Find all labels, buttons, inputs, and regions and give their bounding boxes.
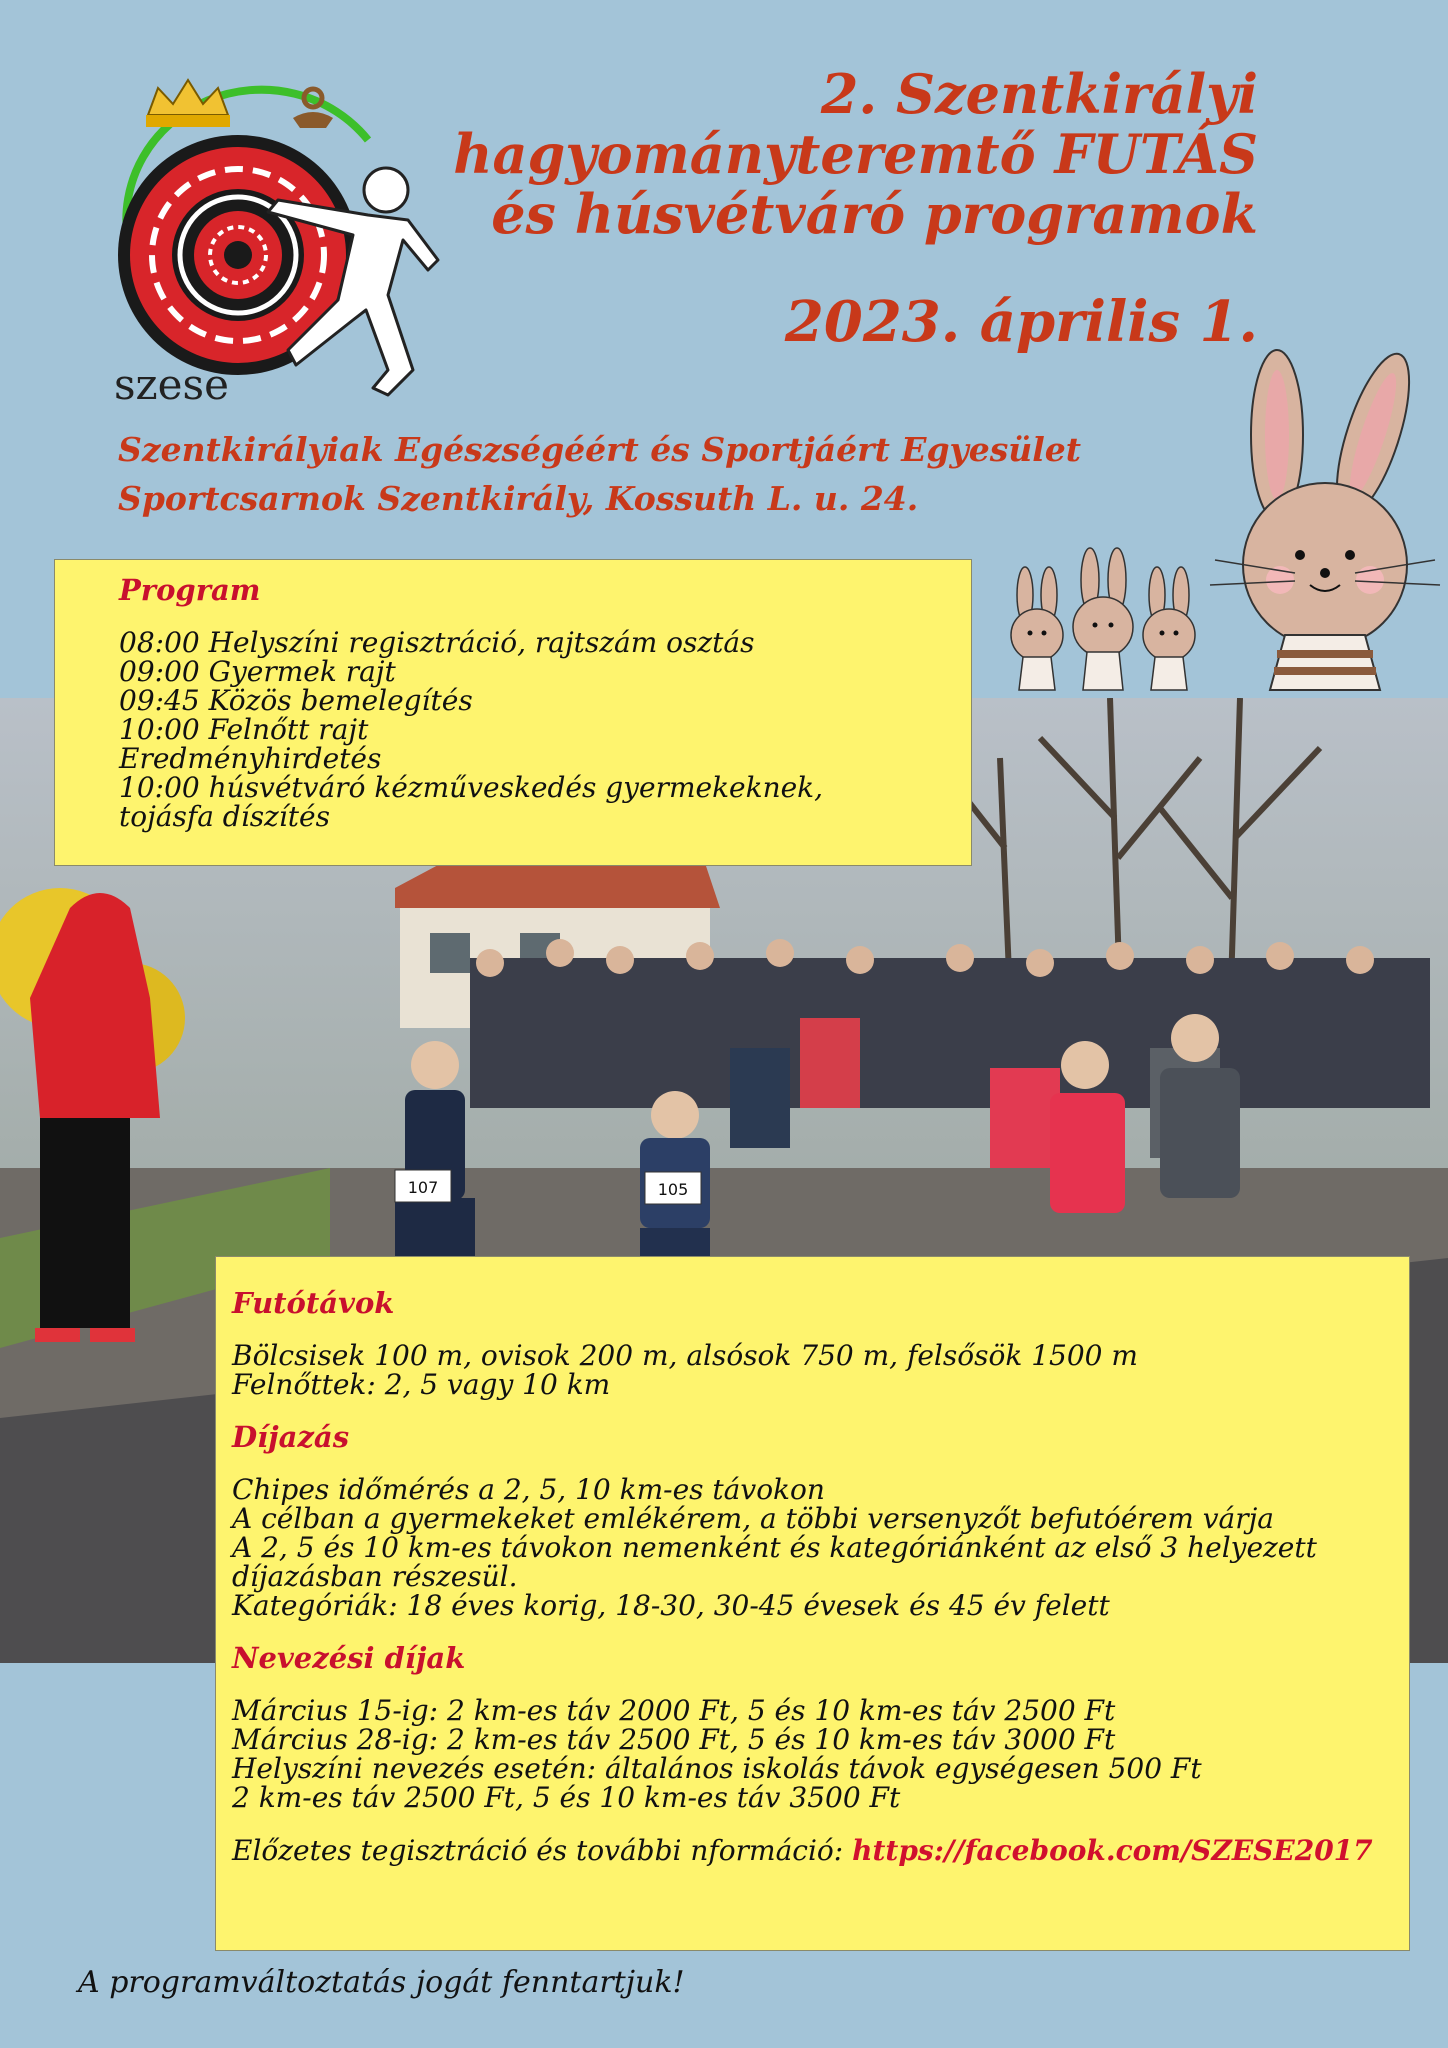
title-line-1: 2. Szentkirályi [820,62,1258,126]
program-line: 08:00 Helyszíni regisztráció, rajtszám osztás [119,626,755,659]
event-title [453,62,1258,355]
title-line-2: hagyományteremtő FUTÁS [453,122,1258,186]
program-heading: Program [119,573,261,607]
organizer-name: Szentkirályiak Egészségéért és Sportjáért Egyesület [118,430,1082,469]
venue-address: Sportcsarnok Szentkirály, Kossuth L. u. 24. [118,479,919,518]
program-line: 09:45 Közös bemelegítés [119,684,473,717]
szese-logo [88,70,448,415]
facebook-link[interactable]: https://facebook.com/SZESE2017 [852,1834,1373,1867]
registration-text: Előzetes tegisztráció és további nformáció: [232,1834,853,1867]
logo-text: szese [114,360,229,409]
bunny-illustration [1005,345,1445,700]
fees-line: Március 28-ig: 2 km-es táv 2500 Ft, 5 és 10 km-es táv 3000 Ft [232,1723,1116,1756]
program-line: 09:00 Gyermek rajt [119,655,396,688]
program-line: tojásfa díszítés [119,800,330,833]
title-line-3: és húsvétváró programok [491,182,1258,246]
awards-line: Kategóriák: 18 éves korig, 18-30, 30-45 évesek és 45 év felett [232,1589,1110,1622]
distances-heading: Futótávok [232,1286,395,1320]
bib-105: 105 [657,1180,689,1199]
registration-info [232,1836,1409,1865]
fees-heading: Nevezési díjak [232,1641,466,1675]
info-box [215,1256,1410,1951]
program-line: 10:00 Felnőtt rajt [119,713,369,746]
fees-line: Helyszíni nevezés esetén: általános iskolás távok egységesen 500 Ft [232,1752,1202,1785]
awards-line: A 2, 5 és 10 km-es távokon nemenként és kategóriánként az első 3 helyezett [232,1531,1317,1564]
distances-line: Bölcsisek 100 m, ovisok 200 m, alsósok 750 m, felsősök 1500 m [232,1339,1138,1372]
fees-line: Március 15-ig: 2 km-es táv 2000 Ft, 5 és 10 km-es táv 2500 Ft [232,1694,1116,1727]
fees-line: 2 km-es táv 2500 Ft, 5 és 10 km-es táv 3500 Ft [232,1781,901,1814]
program-line: Eredményhirdetés [119,742,382,775]
awards-heading: Díjazás [232,1420,350,1454]
program-line: 10:00 húsvétváró kézműveskedés gyermekeknek, [119,771,824,804]
footer-note: A programváltoztatás jogát fenntartjuk! [78,1965,685,2000]
event-date: 2023. április 1. [784,289,1258,355]
program-box [54,559,972,866]
distances-line: Felnőttek: 2, 5 vagy 10 km [232,1368,611,1401]
awards-line: díjazásban részesül. [232,1560,518,1593]
organizer-info [118,425,1081,523]
easter-bunnies [1005,345,1445,700]
awards-line: A célban a gyermekeket emlékérem, a többi versenyzőt befutóérem várja [232,1502,1274,1535]
bib-107: 107 [407,1178,439,1197]
awards-line: Chipes időmérés a 2, 5, 10 km-es távokon [232,1473,825,1506]
